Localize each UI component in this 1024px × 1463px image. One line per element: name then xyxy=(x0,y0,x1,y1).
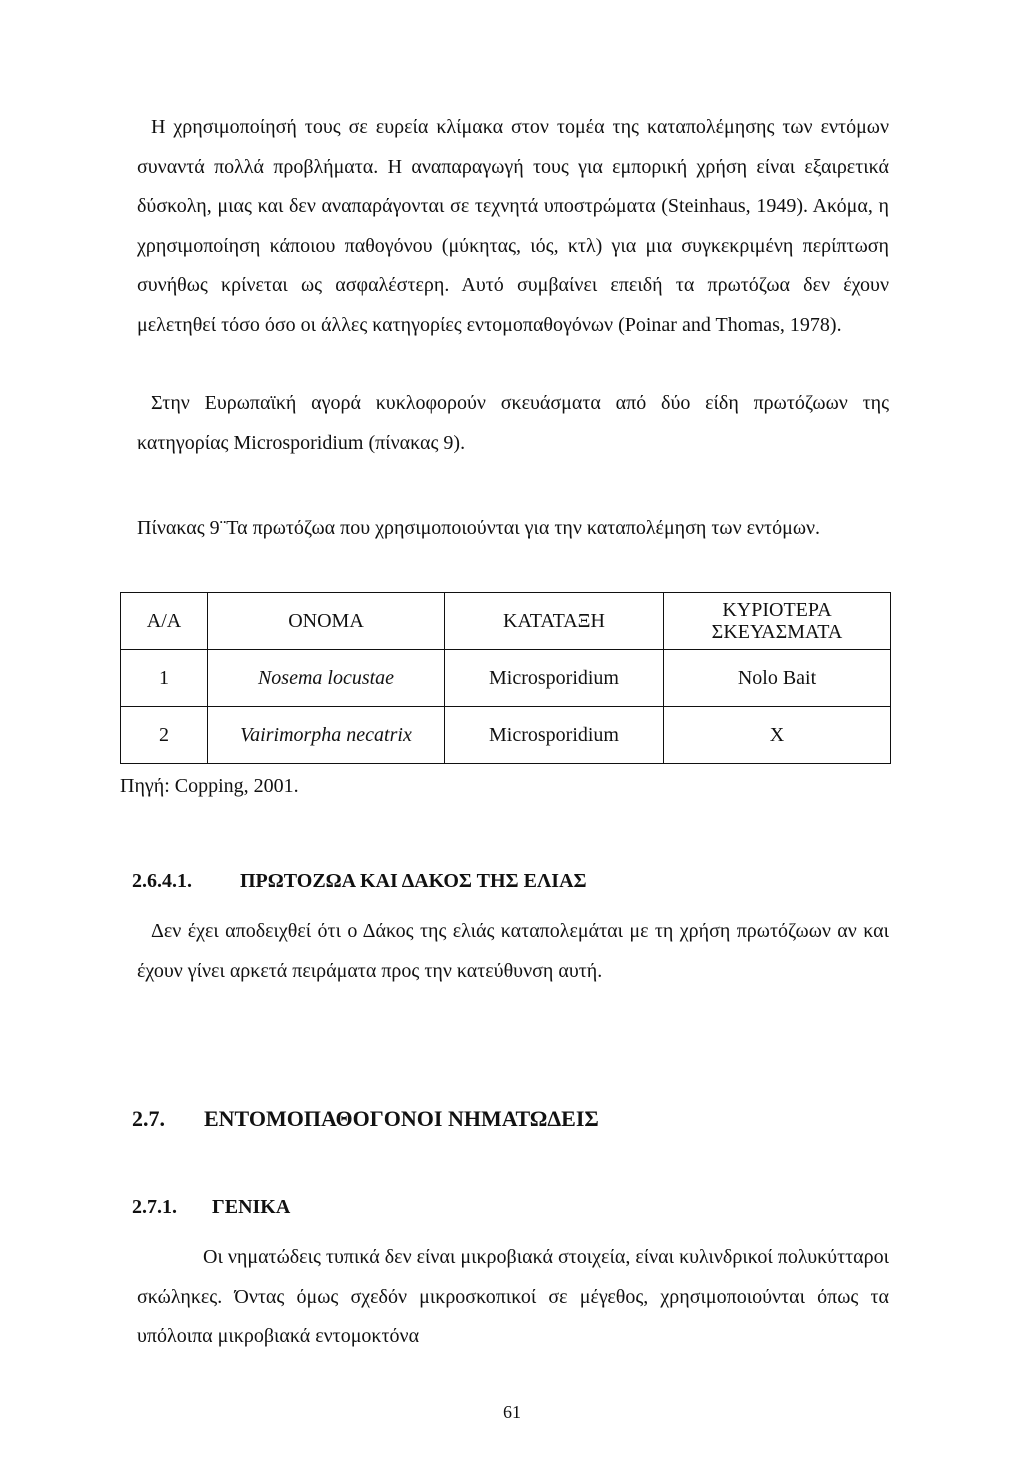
cell-name: Nosema locustae xyxy=(208,650,445,707)
header-name: ΟΝΟΜΑ xyxy=(208,593,445,650)
table-row xyxy=(121,707,891,764)
table-header-row xyxy=(121,593,891,650)
section-title: ΠΡΩΤΟΖΩΑ ΚΑΙ ΔΑΚΟΣ ΤΗΣ ΕΛΙΑΣ xyxy=(240,870,587,892)
paragraph-european-market: Στην Ευρωπαϊκή αγορά κυκλοφορούν σκευάσματα από δύο είδη πρωτόζωων της κατηγορίας Microsporidium (πίνακας 9). xyxy=(137,392,889,454)
header-aa: Α/Α xyxy=(121,593,208,650)
section-title: ΓΕΝΙΚΑ xyxy=(212,1196,291,1218)
section-heading-general xyxy=(132,1196,290,1219)
section-number: 2.7. xyxy=(132,1106,165,1131)
section-heading-nematodes xyxy=(132,1106,599,1132)
cell-classification: Microsporidium xyxy=(445,707,664,764)
table-source: Πηγή: Copping, 2001. xyxy=(120,775,299,797)
section-title: ΕΝΤΟΜΟΠΑΘΟΓΟΝΟΙ ΝΗΜΑΤΩΔΕΙΣ xyxy=(204,1106,599,1131)
cell-name: Vairimorpha necatrix xyxy=(208,707,445,764)
section-number: 2.6.4.1. xyxy=(132,870,192,892)
cell-aa: 2 xyxy=(121,707,208,764)
cell-classification: Microsporidium xyxy=(445,650,664,707)
paragraph-olive-fly-protozoa: Δεν έχει αποδειχθεί ότι ο Δάκος της ελιάς καταπολεμάται με τη χρήση πρωτόζωων αν και έχουν γίνει αρκετά πειράματα προς την κατεύθυνση αυτή. xyxy=(137,920,889,982)
protozoa-table xyxy=(120,592,891,764)
paragraph-microbial-use-problems: Η χρησιμοποίησή τους σε ευρεία κλίμακα στον τομέα της καταπολέμησης των εντόμων συναντά πολλά προβλήματα. Η αναπαραγωγή τους για εμπορική χρήση είναι εξαιρετικά δύσκολη, μιας και δεν αναπαράγονται σε τεχνητά υποστρώματα (Steinhaus, 1949). Ακόμα, η χρησιμοποίηση κάποιου παθογόνου (μύκητας, ιός, κτλ) για μια συγκεκριμένη περίπτωση συνήθως κρίνεται ως ασφαλέστερη. Αυτό συμβαίνει επειδή τα πρωτόζωα δεν έχουν μελετηθεί τόσο όσο οι άλλες κατηγορίες εντομοπαθογόνων (Poinar and Thomas, 1978). xyxy=(137,116,889,336)
cell-products: X xyxy=(664,707,891,764)
header-classification: ΚΑΤΑΤΑΞΗ xyxy=(445,593,664,650)
header-products: ΚΥΡΙΟΤΕΡΑ ΣΚΕΥΑΣΜΑΤΑ xyxy=(664,593,891,650)
paragraph-nematodes-general: Οι νηματώδεις τυπικά δεν είναι μικροβιακά στοιχεία, είναι κυλινδρικοί πολυκύτταροι σκώληκες. Όντας όμως σχεδόν μικροσκοπικοί σε μέγεθος, χρησιμοποιούνται όπως τα υπόλοιπα μικροβιακά εντομοκτόνα xyxy=(137,1246,889,1347)
cell-products: Nolo Bait xyxy=(664,650,891,707)
table-caption: Πίνακας 9¨Τα πρωτόζωα που χρησιμοποιούνται για την καταπολέμηση των εντόμων. xyxy=(137,517,821,539)
section-number: 2.7.1. xyxy=(132,1196,177,1218)
cell-aa: 1 xyxy=(121,650,208,707)
table-row xyxy=(121,650,891,707)
page-number: 61 xyxy=(503,1402,521,1422)
section-heading-protozoa-olive-fly xyxy=(132,870,587,893)
